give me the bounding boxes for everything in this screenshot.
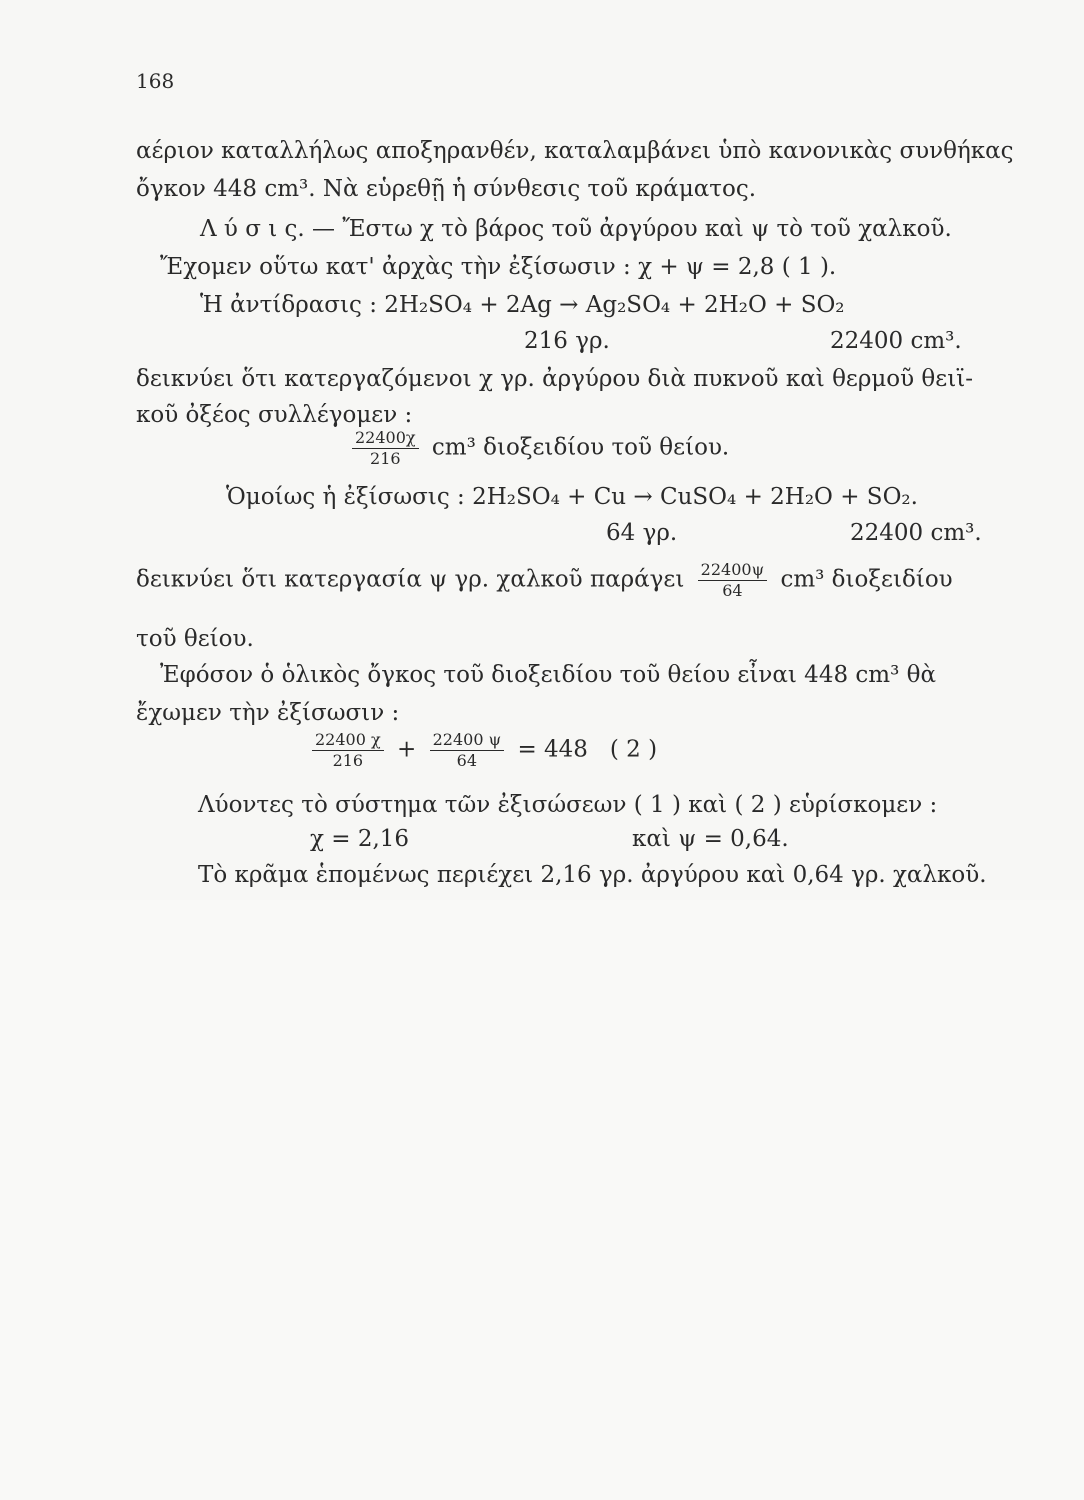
solution-heading-line: Λ ύ σ ι ς. — Ἔστω χ τὸ βάρος τοῦ ἀργύρου καὶ ψ τὸ τοῦ χαλκοῦ.: [200, 216, 952, 242]
silver-mass-label: 216 γρ.: [524, 328, 610, 354]
fraction-denominator: 216: [332, 751, 364, 770]
copper-so2-line: [136, 560, 953, 601]
blank-lower-page: [0, 900, 1084, 1500]
equation-2-rest: = 448 ( 2 ): [517, 736, 658, 763]
text-line-17: Λύοντες τὸ σύστημα τῶν ἐξισώσεων ( 1 ) καὶ ( 2 ) εὑρίσκομεν :: [198, 792, 938, 818]
fraction-22400x-216: [352, 428, 419, 469]
expression-text: cm³ διοξειδίου τοῦ θείου.: [431, 434, 730, 461]
reaction-copper-line: Ὁμοίως ἡ ἐξίσωσις : 2H₂SO₄ + Cu → CuSO₄ + 2H₂O + SO₂.: [226, 484, 918, 510]
fraction-numerator: 22400 ψ: [430, 730, 505, 751]
fraction-numerator: 22400 χ: [312, 730, 384, 751]
fraction-numerator: 22400χ: [352, 428, 419, 449]
result-y: καὶ ψ = 0,64.: [632, 826, 789, 852]
fraction-22400y-64: [698, 560, 767, 601]
text-line-14: Ἐφόσον ὁ ὁλικὸς ὄγκος τοῦ διοξειδίου τοῦ θείου εἶναι 448 cm³ θὰ: [160, 662, 936, 688]
copper-mass-label: 64 γρ.: [606, 520, 678, 546]
text-line-1: αέριον καταλλήλως αποξηρανθέν, καταλαμβάνει ὑπὸ κανονικὰς συνθήκας: [136, 138, 1014, 164]
text-line-15: ἔχωμεν τὴν ἐξίσωσιν :: [136, 700, 400, 726]
text-line-2: ὄγκον 448 cm³. Νὰ εὑρεθῇ ἡ σύνθεσις τοῦ κράματος.: [136, 176, 757, 202]
silver-volume-label: 22400 cm³.: [830, 328, 962, 354]
result-x: χ = 2,16: [310, 826, 410, 852]
fraction-denominator: 64: [456, 751, 478, 770]
page-number: 168: [136, 69, 175, 93]
equation-2-line: [306, 730, 657, 771]
conclusion-line: Τὸ κρᾶμα ἑπομένως περιέχει 2,16 γρ. ἀργύρου καὶ 0,64 γρ. χαλκοῦ.: [198, 862, 987, 888]
fraction-numerator: 22400ψ: [698, 560, 767, 581]
plus-sign: +: [397, 736, 417, 763]
text-line-8: κοῦ ὀξέος συλλέγομεν :: [136, 402, 413, 428]
fraction-denominator: 64: [722, 581, 743, 600]
reaction-silver-line: Ἡ ἀντίδρασις : 2H₂SO₄ + 2Ag → Ag₂SO₄ + 2H₂O + SO₂: [200, 292, 845, 318]
fraction-22400y-64: [430, 730, 505, 771]
copper-so2-text-a: δεικνύει ὅτι κατεργασία ψ γρ. χαλκοῦ παράγει: [136, 566, 685, 593]
copper-so2-text-b: cm³ διοξειδίου: [780, 566, 953, 593]
copper-volume-label: 22400 cm³.: [850, 520, 982, 546]
text-line-13: τοῦ θείου.: [136, 626, 254, 652]
fraction-22400x-216: [312, 730, 384, 771]
equation-1-line: Ἔχομεν οὕτω κατ' ἀρχὰς τὴν ἐξίσωσιν : χ + ψ = 2,8 ( 1 ).: [160, 254, 837, 280]
text-line-7: δεικνύει ὅτι κατεργαζόμενοι χ γρ. ἀργύρου διὰ πυκνοῦ καὶ θερμοῦ θειϊ-: [136, 366, 974, 392]
fraction-denominator: 216: [370, 449, 401, 468]
silver-so2-expression: [346, 428, 729, 469]
